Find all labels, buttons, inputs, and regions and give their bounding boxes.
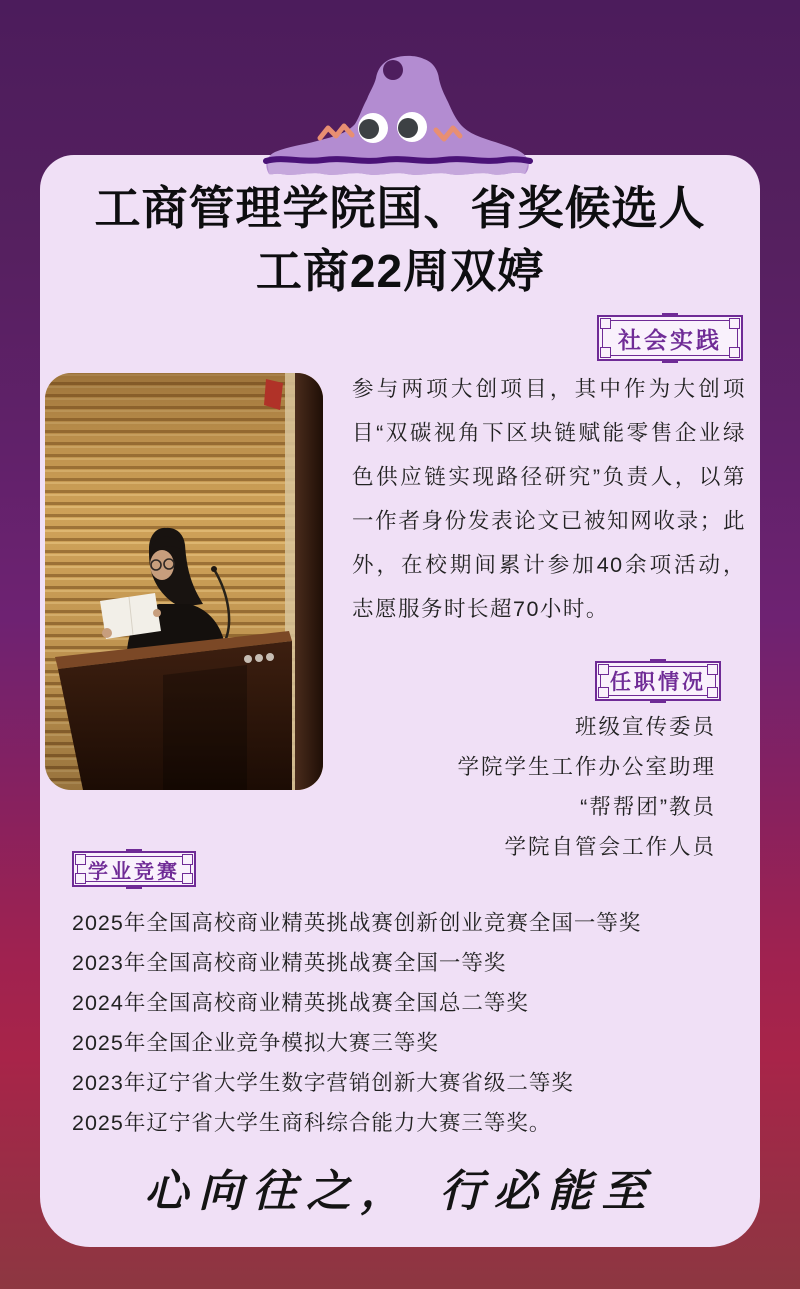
- badge-tab-bottom: [126, 885, 142, 889]
- list-item: 学院自管会工作人员: [504, 835, 716, 859]
- badge-corner-ornament: [707, 687, 718, 698]
- badge-corner-ornament: [598, 687, 609, 698]
- badge-corner-ornament: [729, 347, 740, 358]
- podium-dot: [255, 654, 263, 662]
- hand-left: [102, 628, 112, 638]
- clip-mascot-svg: [263, 52, 533, 178]
- list-item: 2025年全国高校商业精英挑战赛创新创业竞赛全国一等奖: [72, 911, 642, 935]
- list-item: 学院学生工作办公室助理: [457, 755, 716, 779]
- badge-corner-ornament: [600, 347, 611, 358]
- positions-list: [457, 707, 716, 867]
- badge-tab-top: [126, 849, 142, 853]
- badge-corner-ornament: [182, 873, 193, 884]
- badge-corner-ornament: [75, 873, 86, 884]
- motto-calligraphy: 心向往之， 行必能至: [144, 1166, 656, 1217]
- list-item: “帮帮团”教员: [580, 795, 716, 819]
- person-face: [150, 550, 174, 580]
- eye-left-pupil: [359, 119, 379, 139]
- podium-dot: [244, 655, 252, 663]
- page-title: [40, 177, 760, 303]
- list-item: 2024年全国高校商业精英挑战赛全国总二等奖: [72, 991, 529, 1015]
- badge-label: 学业竞赛: [88, 860, 180, 883]
- badge-label: 社会实践: [618, 326, 722, 353]
- title-line-1: 工商管理学院国、省奖候选人: [94, 182, 706, 234]
- student-photo-svg: [45, 373, 323, 790]
- list-item: 班级宣传委员: [574, 715, 716, 739]
- clip-hole: [383, 60, 403, 80]
- clip-seam-line: [266, 159, 530, 161]
- badge-positions: [595, 661, 721, 701]
- badge-corner-ornament: [598, 664, 609, 675]
- badge-corner-ornament: [729, 318, 740, 329]
- list-item: 2025年辽宁省大学生商科综合能力大赛三等奖。: [72, 1111, 552, 1135]
- badge-social-practice: [597, 315, 743, 361]
- hand-right: [153, 609, 161, 617]
- badge-corner-ornament: [600, 318, 611, 329]
- student-photo: [45, 373, 323, 790]
- badge-label: 任职情况: [610, 671, 706, 694]
- badge-corner-ornament: [75, 854, 86, 865]
- eye-right-pupil: [398, 118, 418, 138]
- badge-competitions: [72, 851, 196, 887]
- title-line-2: 工商22周双婷: [255, 245, 545, 297]
- red-object: [264, 379, 283, 410]
- badge-tab-bottom: [650, 699, 666, 703]
- podium-center-shadow: [163, 665, 247, 790]
- list-item: 2023年全国高校商业精英挑战赛全国一等奖: [72, 951, 507, 975]
- list-item: 2025年全国企业竞争模拟大赛三等奖: [72, 1031, 439, 1055]
- list-item: 2023年辽宁省大学生数字营销创新大赛省级二等奖: [72, 1071, 574, 1095]
- podium-dot: [266, 653, 274, 661]
- practice-paragraph: 参与两项大创项目，其中作为大创项目“双碳视角下区块链赋能零售企业绿色供应链实现路径研究”负责人，以第一作者身份发表论文已被知网收录；此外，在校期间累计参加40余项活动，志愿服务时长超70小时。: [352, 377, 746, 621]
- badge-corner-ornament: [707, 664, 718, 675]
- badge-tab-top: [650, 659, 666, 663]
- microphone-tip: [211, 566, 217, 572]
- badge-corner-ornament: [182, 854, 193, 865]
- competitions-list: [72, 903, 641, 1143]
- badge-tab-bottom: [662, 359, 678, 363]
- content-card: [40, 155, 760, 1247]
- clip-mascot-graphic: [263, 52, 533, 178]
- door-frame: [295, 373, 323, 790]
- badge-tab-top: [662, 313, 678, 317]
